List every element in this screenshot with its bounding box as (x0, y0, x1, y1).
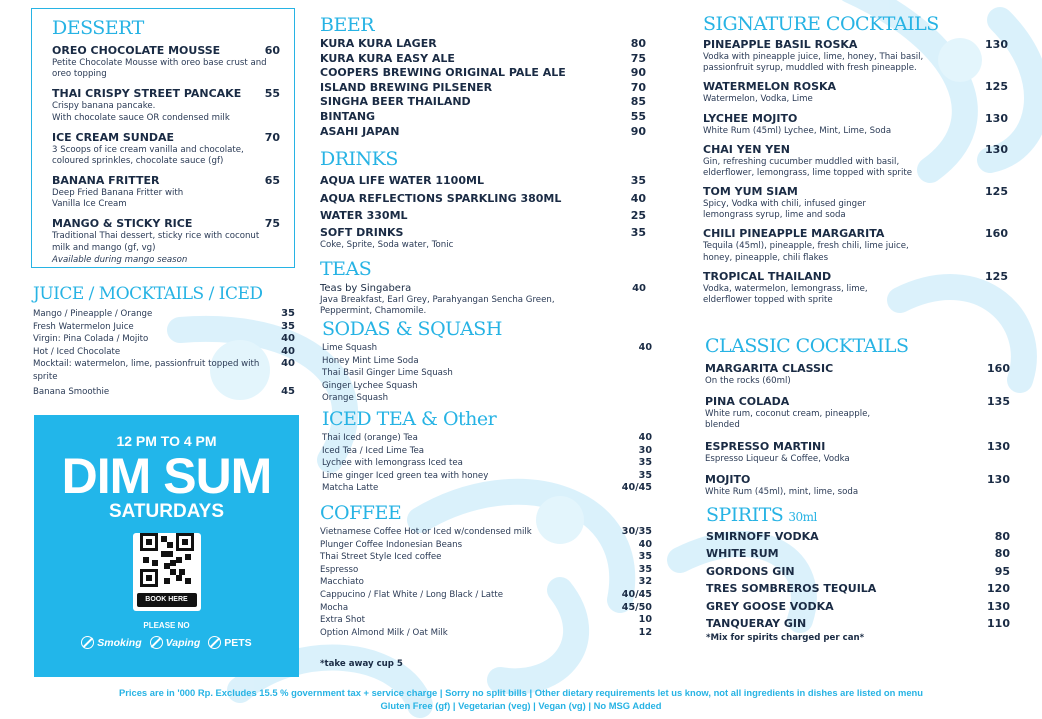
item-price: 125 (985, 185, 1008, 199)
list-item (322, 445, 652, 458)
item-name: KURA KURA EASY ALE (320, 51, 455, 65)
dessert-item (52, 174, 280, 210)
no-vaping-icon (150, 636, 163, 649)
list-item (706, 528, 1010, 545)
item-desc: Spicy, Vodka with chili, infused ginger lemongrass syrup, lime and soda (703, 199, 866, 221)
item-name: MOJITO (705, 472, 751, 486)
list-item (320, 95, 650, 110)
item-price: 40 (638, 432, 652, 443)
dessert-item (52, 87, 280, 123)
item-name: Lychee with lemongrass Iced tea (322, 458, 463, 469)
item-price: 130 (987, 599, 1010, 613)
item-name: ISLAND BREWING PILSENER (320, 80, 493, 94)
item-price: 35 (281, 320, 295, 332)
item-price: 130 (987, 439, 1010, 453)
item-name: SINGHA BEER THAILAND (320, 95, 471, 109)
please-no-label: PLEASE NO (143, 621, 190, 630)
list-item (320, 539, 652, 552)
item-desc: 3 Scoops of ice cream vanilla and chocolate, coloured sprinkles, chocolate sauce (gf) (52, 144, 244, 166)
dimsum-subtitle: SATURDAYS (108, 501, 225, 522)
beer-title: BEER (320, 14, 375, 36)
signature-cocktails-section (703, 15, 1008, 312)
qr-code-icon (140, 533, 194, 587)
list-item (320, 551, 652, 564)
item-name: Espresso (320, 564, 359, 575)
item-price: 130 (985, 142, 1008, 156)
item-desc: Petite Chocolate Mousse with oreo base crust and oreo topping (52, 58, 267, 80)
item-desc: Espresso Liqueur & Coffee, Vodka (705, 453, 850, 464)
item-price: 135 (987, 395, 1010, 409)
item-price: 40 (281, 358, 295, 370)
cocktail-item (705, 362, 1010, 387)
item-name: Cappucino / Flat White / Long Black / Latte (320, 589, 504, 600)
item-price: 130 (987, 472, 1010, 486)
item-name: WHITE RUM (706, 547, 779, 561)
list-item (320, 125, 650, 140)
list-item (33, 358, 295, 383)
item-price: 10 (638, 614, 652, 626)
item-desc: White rum, coconut cream, pineapple, blended (705, 409, 871, 431)
item-price: 125 (985, 269, 1008, 283)
list-item (706, 563, 1010, 580)
item-name: AQUA REFLECTIONS SPARKLING 380ML (320, 191, 562, 205)
signature-title: SIGNATURE COCKTAILS (703, 13, 939, 35)
drinks-section (320, 150, 650, 251)
item-name: Thai Iced (orange) Tea (322, 433, 418, 443)
item-price: 130 (985, 111, 1008, 125)
item-price: 90 (630, 124, 646, 138)
item-price: 60 (264, 44, 280, 57)
item-name: ICE CREAM SUNDAE (52, 130, 175, 144)
item-price: 110 (987, 617, 1010, 631)
item-desc: Deep Fried Banana Fritter with Vanilla Ice Cream (52, 188, 184, 210)
item-price: 35 (630, 174, 646, 187)
no-pets-icon (208, 636, 221, 649)
list-item: Ginger Lychee Squash (322, 380, 418, 391)
list-item (706, 545, 1010, 562)
item-name: Mocha (320, 602, 349, 613)
item-price: 80 (994, 530, 1010, 543)
item-name: Macchiato (320, 577, 364, 588)
item-price: 32 (638, 576, 652, 588)
classic-cocktails-section (705, 337, 1010, 504)
item-price: 70 (264, 130, 280, 144)
item-desc: On the rocks (60ml) (705, 376, 791, 386)
item-name: GORDONS GIN (706, 564, 795, 578)
spirits-title: SPIRITS (706, 504, 784, 526)
item-note: Available during mango season (52, 254, 188, 265)
footer-line-1: Prices are in '000 Rp. Excludes 15.5 % government tax + service charge | Sorry no split bills | Other dietary requirements let us know, not all ingredients in dishes are listed on menu (118, 687, 923, 698)
item-name: Extra Shot (320, 615, 365, 626)
list-item (320, 207, 650, 225)
teas-desc: Java Breakfast, Earl Grey, Parahyangan Sencha Green, Peppermint, Chamomile. (320, 295, 555, 317)
item-price: 75 (630, 51, 646, 65)
list-item (322, 342, 652, 355)
item-price: 55 (630, 109, 646, 123)
item-name: Hot / Iced Chocolate (33, 346, 121, 357)
item-price: 85 (630, 95, 646, 109)
item-price: 80 (630, 37, 646, 50)
item-desc: Gin, refreshing cucumber muddled with basil, elderflower, lemongrass, lime topped with sprite (703, 156, 913, 178)
classic-title: CLASSIC COCKTAILS (705, 335, 909, 357)
item-price: 40 (632, 283, 646, 294)
no-item-label: Vaping (165, 636, 201, 649)
cocktail-item (703, 38, 1008, 74)
cocktail-item (703, 80, 1008, 105)
item-name: MANGO & STICKY RICE (52, 217, 193, 231)
item-desc: White Rum (45ml) Lychee, Mint, Lime, Soda (703, 125, 892, 136)
item-price: 35 (638, 457, 652, 469)
juice-title: JUICE / MOCKTAILS / ICED (33, 284, 263, 304)
item-price: 75 (264, 217, 280, 231)
item-name: SOFT DRINKS (320, 225, 404, 239)
list-item: Honey Mint Lime Soda (322, 355, 419, 366)
list-item (322, 482, 652, 495)
juice-section (33, 286, 295, 398)
footer-line-2: Gluten Free (gf) | Vegetarian (veg) | Vegan (vg) | No MSG Added (380, 700, 662, 711)
item-price: 130 (985, 38, 1008, 51)
item-price: 90 (630, 66, 646, 80)
list-item (33, 321, 295, 334)
dessert-item (52, 217, 280, 266)
item-name: Mango / Pineapple / Orange (33, 309, 153, 319)
item-name: AQUA LIFE WATER 1100ML (320, 174, 484, 187)
item-price: 45/50 (621, 601, 652, 613)
soft-drinks-desc: Coke, Sprite, Soda water, Tonic (320, 239, 454, 250)
item-name: Option Almond Milk / Oat Milk (320, 627, 448, 638)
list-item (320, 564, 652, 577)
item-price: 35 (281, 308, 295, 319)
no-item-label: PETS (224, 636, 252, 649)
item-price: 40 (281, 333, 295, 345)
item-desc: White Rum (45ml), mint, lime, soda (705, 486, 859, 497)
item-name: Vietnamese Coffee Hot or Iced w/condensed milk (320, 527, 532, 537)
item-desc: Vodka with pineapple juice, lime, honey, Thai basil, passionfruit syrup, muddled with fresh pineapple. (703, 52, 924, 74)
spirits-section (706, 506, 1010, 645)
item-name: Teas by Singabera (320, 283, 412, 294)
teas-section (320, 260, 650, 317)
no-item-label: Smoking (97, 636, 142, 649)
list-item (320, 225, 650, 240)
item-price: 25 (630, 209, 646, 222)
item-name: TRES SOMBREROS TEQUILA (706, 582, 877, 596)
item-price: 40 (638, 342, 652, 353)
list-item (320, 602, 652, 615)
item-price: 40/45 (621, 482, 652, 494)
item-name: SMIRNOFF VODKA (706, 530, 819, 543)
qr-code[interactable] (133, 533, 201, 611)
list-item (320, 614, 652, 627)
item-name: WATERMELON ROSKA (703, 80, 837, 94)
sodas-section (322, 320, 652, 405)
dessert-title: DESSERT (52, 17, 144, 39)
list-item (320, 190, 650, 208)
list-item (322, 470, 652, 483)
item-name: PINEAPPLE BASIL ROSKA (703, 38, 858, 51)
list-item (706, 580, 1010, 597)
item-name: Fresh Watermelon Juice (33, 321, 134, 332)
item-price: 35 (638, 551, 652, 563)
item-desc: Traditional Thai dessert, sticky rice with coconut milk and mango (gf, vg) (52, 231, 260, 253)
list-item (320, 589, 652, 602)
item-price: 40 (630, 191, 646, 205)
list-item: Orange Squash (322, 393, 389, 404)
no-smoking-icon (81, 636, 94, 649)
list-item (320, 282, 650, 295)
item-name: WATER 330ML (320, 209, 408, 222)
item-name: Lime ginger Iced green tea with honey (322, 470, 489, 481)
dimsum-title: DIM SUM (61, 448, 272, 504)
item-price: 35 (638, 469, 652, 481)
item-name: OREO CHOCOLATE MOUSSE (52, 44, 221, 57)
cocktail-item (703, 270, 1008, 306)
spirits-heading (706, 506, 1010, 525)
cocktail-item (705, 473, 1010, 498)
item-price: 70 (630, 80, 646, 94)
item-name: BINTANG (320, 109, 376, 123)
item-price: 40 (281, 345, 295, 357)
item-desc: Watermelon, Vodka, Lime (703, 94, 813, 105)
item-price: 160 (985, 227, 1008, 241)
item-desc: Vodka, watermelon, lemongrass, lime, elderflower topped with sprite (703, 283, 868, 305)
cocktail-item (705, 395, 1010, 431)
iced-tea-title: ICED TEA & Other (322, 408, 497, 430)
dimsum-promo (34, 415, 299, 677)
item-price: 65 (264, 174, 280, 188)
item-price: 35 (630, 225, 646, 239)
item-name: CHILI PINEAPPLE MARGARITA (703, 227, 885, 241)
list-item: Thai Basil Ginger Lime Squash (322, 368, 453, 379)
item-name: LYCHEE MOJITO (703, 111, 798, 125)
list-item (320, 110, 650, 125)
list-item (706, 598, 1010, 615)
list-item (33, 308, 295, 321)
list-item (320, 52, 650, 67)
item-name: ASAHI JAPAN (320, 124, 400, 138)
item-price: 12 (638, 626, 652, 638)
item-name: Plunger Coffee Indonesian Beans (320, 539, 463, 550)
item-price: 40/45 (621, 588, 652, 600)
list-item (33, 346, 295, 359)
item-desc: Crispy banana pancake. With chocolate sauce OR condensed milk (52, 101, 230, 123)
dessert-item (52, 44, 280, 80)
item-name: CHAI YEN YEN (703, 142, 790, 156)
list-item (322, 432, 652, 445)
item-price: 125 (985, 80, 1008, 94)
item-name: PINA COLADA (705, 395, 790, 409)
item-name: COOPERS BREWING ORIGINAL PALE ALE (320, 66, 566, 80)
item-name: MARGARITA CLASSIC (705, 362, 834, 375)
item-price: 120 (987, 582, 1010, 596)
item-name: TROPICAL THAILAND (703, 269, 832, 283)
list-item (320, 172, 650, 190)
list-item (320, 81, 650, 96)
sodas-title: SODAS & SQUASH (322, 318, 502, 340)
dimsum-time: 12 PM TO 4 PM (116, 433, 217, 449)
list-item (320, 66, 650, 81)
item-price: 160 (987, 362, 1010, 375)
book-here-label: BOOK HERE (137, 593, 197, 607)
spirits-unit: 30ml (788, 510, 817, 524)
item-name: Lime Squash (322, 343, 378, 353)
iced-tea-section (322, 410, 652, 495)
list-item (33, 386, 295, 399)
drinks-title: DRINKS (320, 148, 398, 170)
teas-title: TEAS (320, 258, 372, 280)
prohibitions (34, 636, 299, 649)
item-name: BANANA FRITTER (52, 174, 160, 188)
item-name: Matcha Latte (322, 483, 379, 494)
cocktail-item (703, 227, 1008, 263)
item-price: 45 (281, 385, 295, 397)
dessert-section (31, 8, 295, 268)
dessert-item (52, 131, 280, 167)
item-name: THAI CRISPY STREET PANCAKE (52, 87, 242, 101)
item-name: KURA KURA LAGER (320, 37, 437, 50)
item-name: Thai Street Style Iced coffee (320, 552, 442, 563)
list-item (33, 333, 295, 346)
beer-section (320, 16, 650, 139)
item-price: 80 (994, 547, 1010, 561)
item-price: 55 (264, 87, 280, 101)
cocktail-item (705, 440, 1010, 465)
item-name: TANQUERAY GIN (706, 617, 807, 631)
list-item (706, 615, 1010, 632)
takeaway-note: *take away cup 5 (320, 659, 403, 670)
item-price: 40 (638, 538, 652, 550)
spirits-note: *Mix for spirits charged per can* (706, 633, 865, 644)
item-name: Iced Tea / Iced Lime Tea (322, 445, 425, 456)
footer (0, 686, 1042, 712)
item-name: Banana Smoothie (33, 386, 110, 397)
item-price: 95 (994, 564, 1010, 578)
list-item (320, 37, 650, 52)
list-item (320, 576, 652, 589)
coffee-section (320, 504, 652, 671)
coffee-title: COFFEE (320, 502, 402, 524)
item-price: 30/35 (621, 526, 652, 537)
cocktail-item (703, 185, 1008, 221)
item-price: 30 (638, 444, 652, 456)
list-item (320, 526, 652, 539)
cocktail-item (703, 143, 1008, 179)
item-desc: Tequila (45ml), pineapple, fresh chili, lime juice, honey, pineapple, chili flakes (703, 241, 909, 263)
item-name: GREY GOOSE VODKA (706, 599, 834, 613)
item-name: ESPRESSO MARTINI (705, 439, 826, 453)
item-name: Virgin: Pina Colada / Mojito (33, 334, 149, 345)
item-name: Mocktail: watermelon, lime, passionfruit topped with sprite (33, 359, 260, 382)
item-name: TOM YUM SIAM (703, 185, 798, 199)
list-item (322, 457, 652, 470)
cocktail-item (703, 112, 1008, 137)
list-item (320, 627, 652, 640)
item-price: 35 (638, 563, 652, 575)
